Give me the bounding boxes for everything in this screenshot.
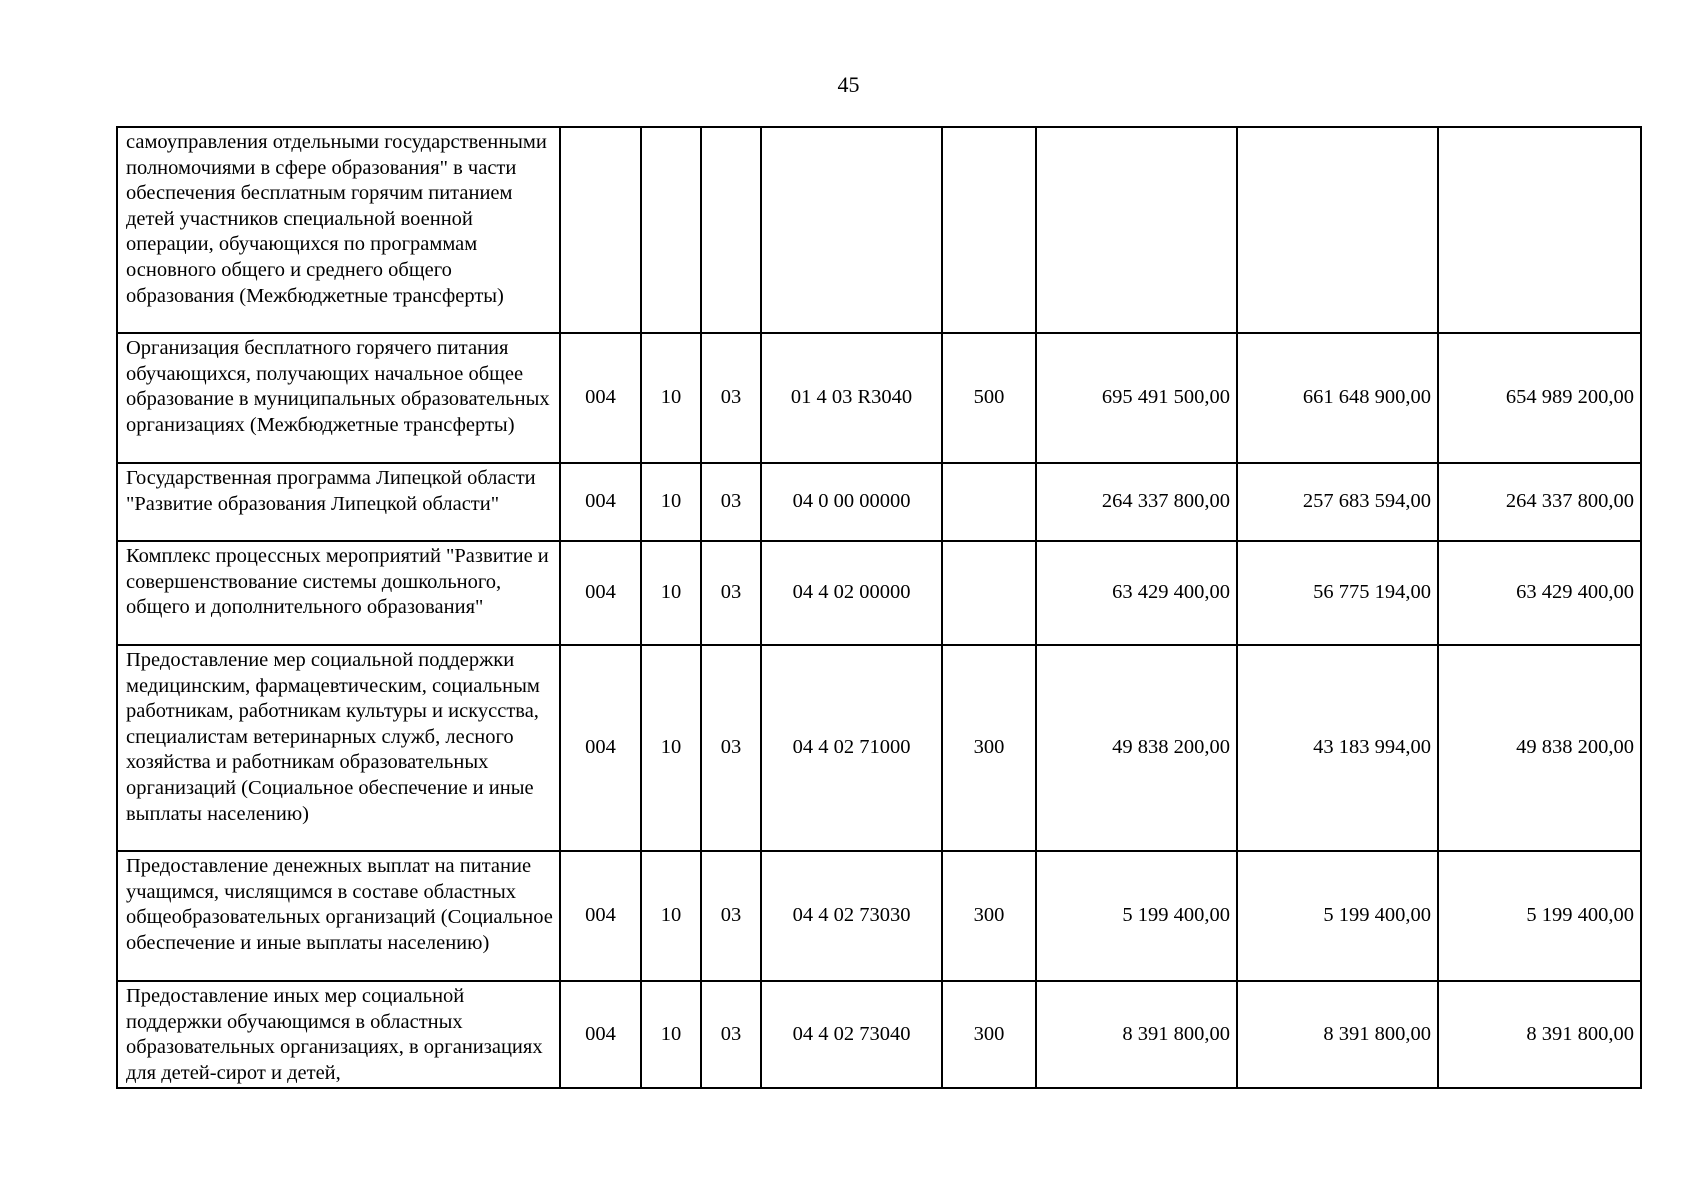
expense-type-code bbox=[942, 463, 1036, 541]
amount-year-2: 56 775 194,00 bbox=[1237, 541, 1438, 645]
expense-type-code: 300 bbox=[942, 645, 1036, 851]
expense-type-code: 300 bbox=[942, 981, 1036, 1088]
section-code: 10 bbox=[641, 333, 701, 463]
table-row bbox=[117, 645, 1641, 851]
table-row bbox=[117, 981, 1641, 1088]
target-article-code: 04 4 02 00000 bbox=[761, 541, 942, 645]
amount-year-1: 63 429 400,00 bbox=[1036, 541, 1237, 645]
amount-year-3: 5 199 400,00 bbox=[1438, 851, 1641, 981]
subsection-code: 03 bbox=[701, 645, 761, 851]
ministry-code bbox=[560, 127, 641, 333]
ministry-code: 004 bbox=[560, 333, 641, 463]
ministry-code: 004 bbox=[560, 645, 641, 851]
budget-table bbox=[116, 126, 1642, 1089]
section-code: 10 bbox=[641, 981, 701, 1088]
expense-type-code: 500 bbox=[942, 333, 1036, 463]
amount-year-2: 661 648 900,00 bbox=[1237, 333, 1438, 463]
table-row bbox=[117, 333, 1641, 463]
row-description: Организация бесплатного горячего питания обучающихся, получающих начальное общее образование в муниципальных образовательных организациях (Межбюджетные трансферты) bbox=[117, 333, 560, 463]
expense-type-code: 300 bbox=[942, 851, 1036, 981]
amount-year-3: 8 391 800,00 bbox=[1438, 981, 1641, 1088]
subsection-code: 03 bbox=[701, 463, 761, 541]
ministry-code: 004 bbox=[560, 851, 641, 981]
amount-year-2 bbox=[1237, 127, 1438, 333]
ministry-code: 004 bbox=[560, 541, 641, 645]
amount-year-3: 264 337 800,00 bbox=[1438, 463, 1641, 541]
amount-year-3: 49 838 200,00 bbox=[1438, 645, 1641, 851]
expense-type-code bbox=[942, 127, 1036, 333]
amount-year-1: 695 491 500,00 bbox=[1036, 333, 1237, 463]
target-article-code: 04 4 02 73030 bbox=[761, 851, 942, 981]
section-code: 10 bbox=[641, 463, 701, 541]
row-description: Предоставление иных мер социальной поддержки обучающимся в областных образовательных организациях, в организациях для детей-сирот и детей, bbox=[117, 981, 560, 1088]
row-description: Комплекс процессных мероприятий "Развитие и совершенствование системы дошкольного, общего и дополнительного образования" bbox=[117, 541, 560, 645]
amount-year-1: 264 337 800,00 bbox=[1036, 463, 1237, 541]
subsection-code: 03 bbox=[701, 333, 761, 463]
subsection-code: 03 bbox=[701, 851, 761, 981]
amount-year-2: 257 683 594,00 bbox=[1237, 463, 1438, 541]
page-number: 45 bbox=[837, 72, 860, 97]
row-description: Предоставление мер социальной поддержки медицинским, фармацевтическим, социальным работникам, работникам культуры и искусства, специалистам ветеринарных служб, лесного хозяйства и работникам образовательных организаций (Социальное обеспечение и иные выплаты населению) bbox=[117, 645, 560, 851]
expense-type-code bbox=[942, 541, 1036, 645]
amount-year-1: 49 838 200,00 bbox=[1036, 645, 1237, 851]
subsection-code: 03 bbox=[701, 541, 761, 645]
row-description: самоуправления отдельными государственными полномочиями в сфере образования" в части обеспечения бесплатным горячим питанием детей участников специальной военной операции, обучающихся по программам основного общего и среднего общего образования (Межбюджетные трансферты) bbox=[117, 127, 560, 333]
table-row bbox=[117, 541, 1641, 645]
target-article-code: 04 0 00 00000 bbox=[761, 463, 942, 541]
row-description: Предоставление денежных выплат на питание учащимся, числящимся в составе областных общеобразовательных организаций (Социальное обеспечение и иные выплаты населению) bbox=[117, 851, 560, 981]
amount-year-2: 43 183 994,00 bbox=[1237, 645, 1438, 851]
row-description: Государственная программа Липецкой области "Развитие образования Липецкой области" bbox=[117, 463, 560, 541]
amount-year-1: 5 199 400,00 bbox=[1036, 851, 1237, 981]
section-code bbox=[641, 127, 701, 333]
amount-year-3: 63 429 400,00 bbox=[1438, 541, 1641, 645]
target-article-code: 01 4 03 R3040 bbox=[761, 333, 942, 463]
table-row bbox=[117, 851, 1641, 981]
ministry-code: 004 bbox=[560, 463, 641, 541]
target-article-code bbox=[761, 127, 942, 333]
amount-year-2: 8 391 800,00 bbox=[1237, 981, 1438, 1088]
table-row bbox=[117, 127, 1641, 333]
amount-year-3 bbox=[1438, 127, 1641, 333]
section-code: 10 bbox=[641, 851, 701, 981]
ministry-code: 004 bbox=[560, 981, 641, 1088]
subsection-code bbox=[701, 127, 761, 333]
target-article-code: 04 4 02 73040 bbox=[761, 981, 942, 1088]
table-row bbox=[117, 463, 1641, 541]
amount-year-3: 654 989 200,00 bbox=[1438, 333, 1641, 463]
amount-year-1 bbox=[1036, 127, 1237, 333]
amount-year-2: 5 199 400,00 bbox=[1237, 851, 1438, 981]
subsection-code: 03 bbox=[701, 981, 761, 1088]
target-article-code: 04 4 02 71000 bbox=[761, 645, 942, 851]
section-code: 10 bbox=[641, 645, 701, 851]
section-code: 10 bbox=[641, 541, 701, 645]
amount-year-1: 8 391 800,00 bbox=[1036, 981, 1237, 1088]
